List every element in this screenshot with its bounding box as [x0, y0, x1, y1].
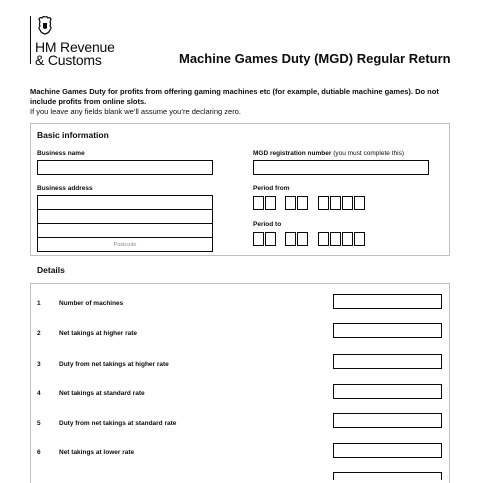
- row-number: 6: [37, 449, 41, 456]
- royal-crest-icon: [35, 16, 55, 36]
- period-from-day-digit-1[interactable]: [253, 196, 264, 210]
- period-from-label: Period from: [253, 185, 290, 192]
- period-to-month-digit-2[interactable]: [297, 232, 308, 246]
- mgd-registration-input[interactable]: [253, 160, 429, 175]
- net-takings-lower-input[interactable]: [333, 443, 442, 458]
- row-label-net-takings-lower: Net takings at lower rate: [59, 449, 135, 456]
- business-address-label: Business address: [37, 185, 93, 192]
- address-line-1[interactable]: [38, 196, 212, 210]
- net-takings-higher-input[interactable]: [333, 323, 442, 338]
- period-from-year-digit-3[interactable]: [342, 196, 353, 210]
- period-from-month-digit-1[interactable]: [285, 196, 296, 210]
- address-line-2[interactable]: [38, 210, 212, 224]
- duty-standard-input[interactable]: [333, 413, 442, 428]
- period-from-date: [253, 196, 373, 210]
- address-line-3[interactable]: [38, 224, 212, 238]
- row-number: 2: [37, 330, 41, 337]
- row-label-duty-standard: Duty from net takings at standard rate: [59, 420, 177, 427]
- row-number: 1: [37, 300, 41, 307]
- period-from-year-digit-4[interactable]: [354, 196, 365, 210]
- period-from-year-digit-2[interactable]: [330, 196, 341, 210]
- row-number: 4: [37, 390, 41, 397]
- row-label-net-takings-standard: Net takings at standard rate: [59, 390, 145, 397]
- logo-text-line1: HM Revenue: [35, 39, 115, 55]
- row-label-number-of-machines: Number of machines: [59, 300, 124, 307]
- period-from-month-digit-2[interactable]: [297, 196, 308, 210]
- row-label-net-takings-higher: Net takings at higher rate: [59, 330, 138, 337]
- row-number: 5: [37, 420, 41, 427]
- number-of-machines-input[interactable]: [333, 294, 442, 309]
- period-to-year-digit-2[interactable]: [330, 232, 341, 246]
- business-name-label: Business name: [37, 150, 85, 157]
- row-label-duty-higher: Duty from net takings at higher rate: [59, 361, 169, 368]
- logo-divider: [30, 16, 31, 64]
- period-to-label: Period to: [253, 221, 282, 228]
- page-title: Machine Games Duty (MGD) Regular Return: [179, 51, 451, 66]
- mgd-registration-label-text: MGD registration number: [253, 150, 332, 157]
- details-heading: Details: [37, 265, 65, 275]
- mgd-registration-hint: (you must complete this): [333, 150, 404, 157]
- intro-note: If you leave any fields blank we’ll assume you’re declaring zero.: [30, 107, 241, 116]
- period-to-year-digit-4[interactable]: [354, 232, 365, 246]
- period-to-day-digit-1[interactable]: [253, 232, 264, 246]
- basic-info-heading: Basic information: [37, 130, 109, 140]
- postcode-input[interactable]: Postcode: [113, 242, 137, 248]
- period-to-date: [253, 232, 373, 246]
- logo-text-line2: & Customs: [35, 52, 102, 68]
- period-to-year-digit-1[interactable]: [318, 232, 329, 246]
- period-from-year-digit-1[interactable]: [318, 196, 329, 210]
- business-name-input[interactable]: [37, 160, 213, 175]
- mgd-registration-label: [253, 150, 404, 157]
- period-to-year-digit-3[interactable]: [342, 232, 353, 246]
- row-number: 3: [37, 361, 41, 368]
- period-to-day-digit-2[interactable]: [265, 232, 276, 246]
- period-from-day-digit-2[interactable]: [265, 196, 276, 210]
- next-row-input-partial[interactable]: [333, 472, 442, 480]
- period-to-month-digit-1[interactable]: [285, 232, 296, 246]
- business-address-input[interactable]: [37, 195, 213, 252]
- intro-bold-text: Machine Games Duty for profits from offering gaming machines etc (for example, dutiable machine games). Do not include profits from online slots.: [30, 87, 439, 106]
- duty-higher-input[interactable]: [333, 354, 442, 369]
- net-takings-standard-input[interactable]: [333, 384, 442, 399]
